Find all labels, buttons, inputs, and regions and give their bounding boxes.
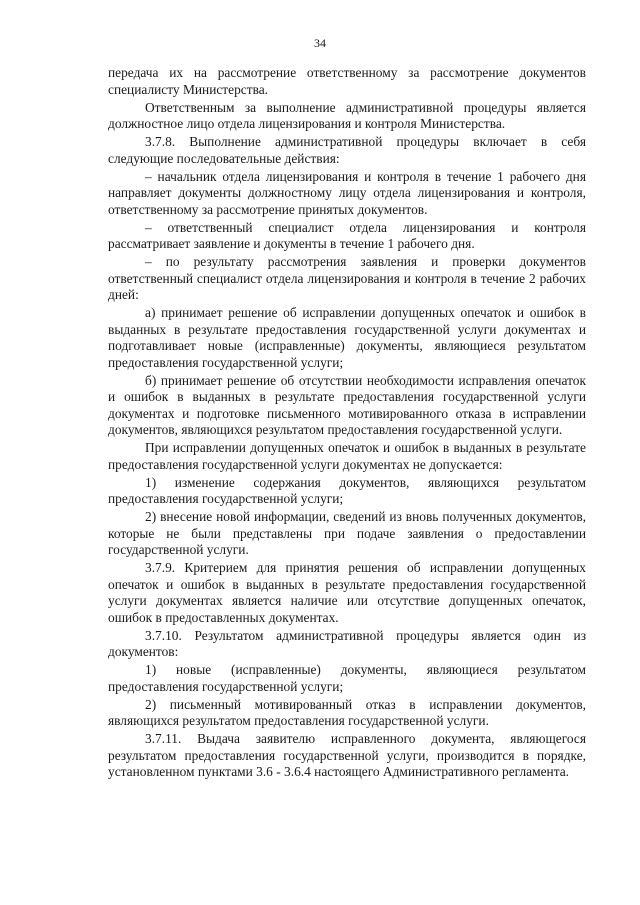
paragraph-13: 3.7.10. Результатом административной процедуры является один из документов: — [108, 627, 586, 659]
paragraph-16: 3.7.11. Выдача заявителю исправленного документа, являющегося результатом предоставления государственной услуги, производится в порядке, установленном пунктами 3.6 - 3.6.4 настоящего Административного регламента. — [108, 731, 586, 779]
paragraph-8: б) принимает решение об отсутствии необходимости исправления опечаток и ошибок в выданных в результате предоставления государственной услуги документах и подготовке письменного мотивированного отказа в исправлении документов, являющихся результатом предоставления государственной услуги. — [108, 372, 586, 437]
paragraph-3: 3.7.8. Выполнение административной процедуры включает в себя следующие последовательные действия: — [108, 134, 586, 166]
paragraph-1: передача их на рассмотрение ответственному за рассмотрение документов специалисту Министерства. — [108, 65, 586, 97]
paragraph-11: 2) внесение новой информации, сведений из вновь полученных документов, которые не были представлены при подаче заявления о предоставлении государственной услуги. — [108, 509, 586, 557]
paragraph-10: 1) изменение содержания документов, являющихся результатом предоставления государственной услуги; — [108, 474, 586, 506]
paragraph-14: 1) новые (исправленные) документы, являющиеся результатом предоставления государственной услуги; — [108, 662, 586, 694]
page-number: 34 — [314, 36, 326, 50]
paragraph-12: 3.7.9. Критерием для принятия решения об исправлении допущенных опечаток и ошибок в выданных в результате предоставления государственной услуги документах является наличие или отсутствие допущенных опечаток, ошибок в предоставленных документах. — [108, 560, 586, 625]
paragraph-2: Ответственным за выполнение административной процедуры является должностное лицо отдела лицензирования и контроля Министерства. — [108, 99, 586, 131]
paragraph-9: При исправлении допущенных опечаток и ошибок в выданных в результате предоставления государственной услуги документах не допускается: — [108, 440, 586, 472]
paragraph-15: 2) письменный мотивированный отказ в исправлении документов, являющихся результатом предоставления государственной услуги. — [108, 696, 586, 728]
paragraph-7: а) принимает решение об исправлении допущенных опечаток и ошибок в выданных в результате предоставления государственной услуги документах и подготавливает новые (исправленные) документы, являющиеся результатом предоставления государственной услуги; — [108, 305, 586, 370]
document-body — [108, 65, 586, 782]
paragraph-5: – ответственный специалист отдела лицензирования и контроля рассматривает заявление и документы в течение 1 рабочего дня. — [108, 219, 586, 251]
paragraph-6: – по результату рассмотрения заявления и проверки документов ответственный специалист отдела лицензирования и контроля в течение 2 рабочих дней: — [108, 254, 586, 302]
paragraph-4: – начальник отдела лицензирования и контроля в течение 1 рабочего дня направляет документы должностному лицу отдела лицензирования и контроля, ответственному за рассмотрение принятых документов. — [108, 168, 586, 217]
